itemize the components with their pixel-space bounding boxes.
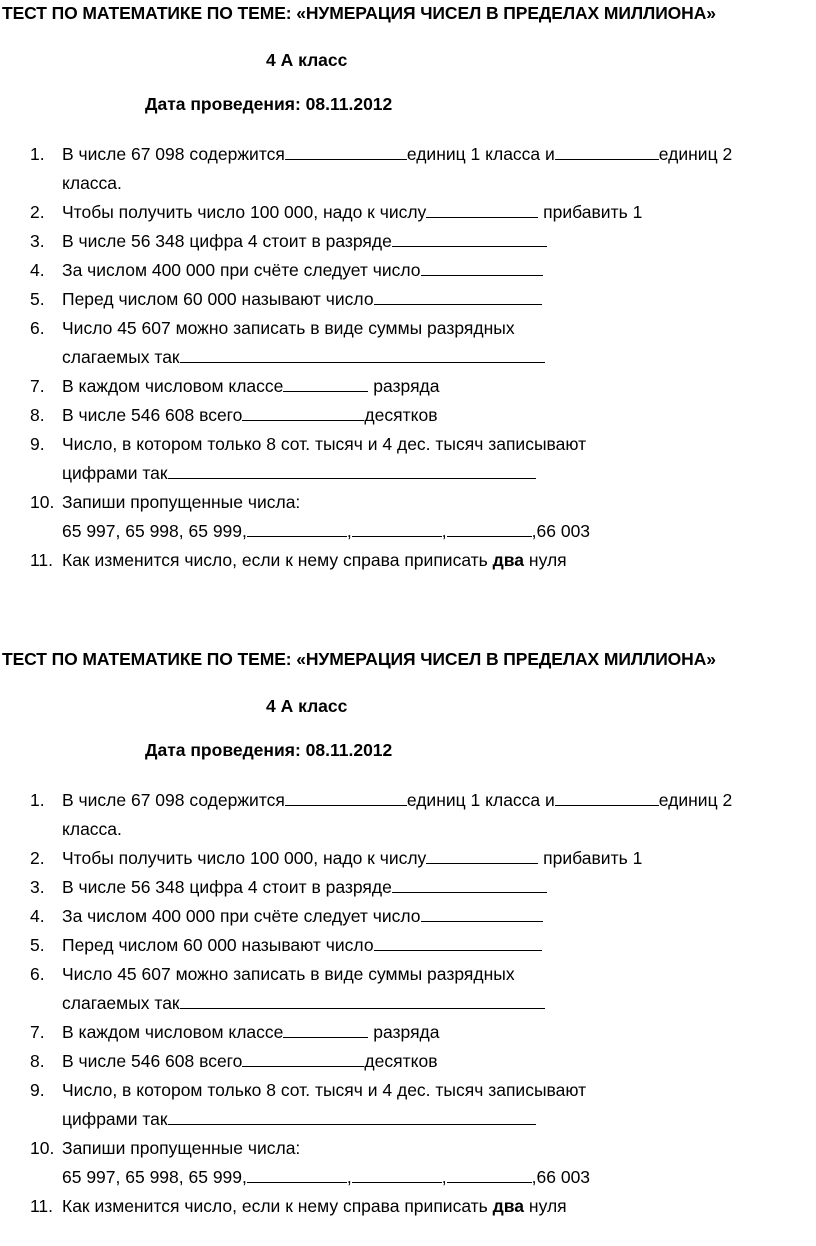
answer-blank[interactable] [242,402,364,421]
answer-blank[interactable] [285,787,407,806]
answer-blank[interactable] [247,1164,347,1183]
question-1: 1. В числе 67 098 содержится единиц 1 класса и единиц 2 класса. [0,786,802,844]
answer-blank[interactable] [421,903,543,922]
answer-blank[interactable] [180,990,545,1009]
answer-blank[interactable] [352,518,442,537]
answer-blank[interactable] [283,373,368,392]
question-3: 3. В числе 56 348 цифра 4 стоит в разряде [0,227,802,256]
answer-blank[interactable] [447,518,532,537]
question-list [0,786,802,1221]
question-6: 6. Число 45 607 можно записать в виде суммы разрядных слагаемых так [0,960,802,1018]
class-label: 4 А класс [266,50,348,70]
question-10: 10. Запиши пропущенные числа: 65 997, 65 998, 65 999, , , ,66 003 [30,1138,591,1187]
answer-blank[interactable] [168,1106,536,1125]
question-3: 3. В числе 56 348 цифра 4 стоит в разряде [0,873,802,902]
date-label: Дата проведения: 08.11.2012 [145,94,393,114]
answer-blank[interactable] [447,1164,532,1183]
question-4: 4. За числом 400 000 при счёте следует число [0,902,802,931]
answer-blank[interactable] [374,932,542,951]
question-2: 2. Чтобы получить число 100 000, надо к числу прибавить 1 [0,198,802,227]
question-6: 6. Число 45 607 можно записать в виде суммы разрядных слагаемых так [0,314,802,372]
question-5: 5. Перед числом 60 000 называют число [0,285,802,314]
question-4: 4. За числом 400 000 при счёте следует число [0,256,802,285]
answer-blank[interactable] [352,1164,442,1183]
answer-blank[interactable] [285,141,407,160]
question-11: 11. Как изменится число, если к нему справа приписать два нуля [30,1196,567,1216]
question-11: 11. Как изменится число, если к нему справа приписать два нуля [30,550,567,570]
answer-blank[interactable] [392,228,547,247]
answer-blank[interactable] [374,286,542,305]
question-list [0,140,802,575]
answer-blank[interactable] [247,518,347,537]
answer-blank[interactable] [421,257,543,276]
question-1: 1. В числе 67 098 содержится единиц 1 класса и единиц 2 класса. [0,140,802,198]
answer-blank[interactable] [392,874,547,893]
answer-blank[interactable] [242,1048,364,1067]
answer-blank[interactable] [555,141,659,160]
answer-blank[interactable] [426,199,538,218]
answer-blank[interactable] [168,460,536,479]
test-title: ТЕСТ ПО МАТЕМАТИКЕ ПО ТЕМЕ: «НУМЕРАЦИЯ ЧИСЕЛ В ПРЕДЕЛАХ МИЛЛИОНА» [2,649,716,669]
class-label: 4 А класс [266,696,348,716]
answer-blank[interactable] [426,845,538,864]
date-label: Дата проведения: 08.11.2012 [145,740,393,760]
question-9: 9. Число, в котором только 8 сот. тысяч и 4 дес. тысяч записывают цифрами так [30,1080,587,1129]
question-2: 2. Чтобы получить число 100 000, надо к числу прибавить 1 [0,844,802,873]
question-8: 8. В числе 546 608 всего десятков [0,401,802,430]
question-8: 8. В числе 546 608 всего десятков [0,1047,802,1076]
answer-blank[interactable] [283,1019,368,1038]
answer-blank[interactable] [180,344,545,363]
question-7: 7. В каждом числовом классе разряда [0,1018,802,1047]
answer-blank[interactable] [555,787,659,806]
question-9: 9. Число, в котором только 8 сот. тысяч и 4 дес. тысяч записывают цифрами так [30,434,587,483]
question-5: 5. Перед числом 60 000 называют число [0,931,802,960]
test-title: ТЕСТ ПО МАТЕМАТИКЕ ПО ТЕМЕ: «НУМЕРАЦИЯ ЧИСЕЛ В ПРЕДЕЛАХ МИЛЛИОНА» [2,3,716,23]
question-7: 7. В каждом числовом классе разряда [0,372,802,401]
question-10: 10. Запиши пропущенные числа: 65 997, 65 998, 65 999, , , ,66 003 [30,492,591,541]
